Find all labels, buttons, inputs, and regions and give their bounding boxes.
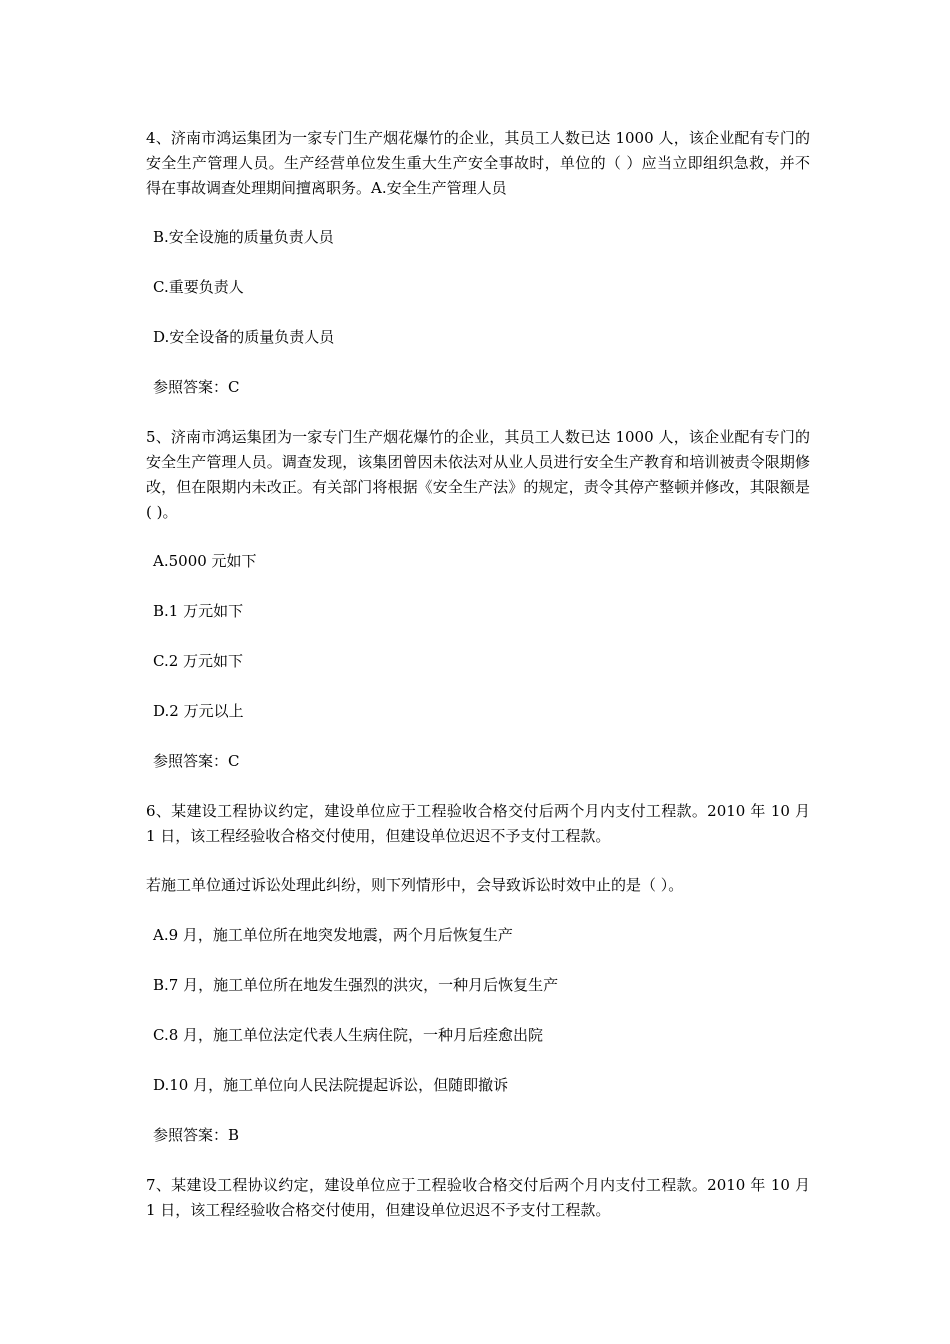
question-4-option-b: B.安全设施的质量负责人员 (153, 228, 334, 246)
question-5-stem: 5、济南市鸿运集团为一家专门生产烟花爆竹的企业，其员工人数已达 1000 人，该企业配有专门的安全生产管理人员。调查发现，该集团曾因未依法对从业人员进行安全生产教育和培训被责令限期修改，但在限期内未改正。有关部门将根据《安全生产法》的规定，责令其停产整顿并修改，其限额是( )。 (146, 428, 810, 521)
question-5-option-a: A.5000 元如下 (153, 552, 257, 570)
question-6-option-a: A.9 月，施工单位所在地突发地震，两个月后恢复生产 (153, 926, 513, 944)
question-6-option-b: B.7 月，施工单位所在地发生强烈的洪灾，一种月后恢复生产 (153, 976, 559, 994)
question-6-option-d: D.10 月，施工单位向人民法院提起诉讼，但随即撤诉 (153, 1076, 509, 1094)
question-6-stem: 6、某建设工程协议约定，建设单位应于工程验收合格交付后两个月内支付工程款。2010 年 10 月 1 日，该工程经验收合格交付使用，但建设单位迟迟不予支付工程款。 (146, 802, 810, 845)
document-page (146, 126, 810, 1223)
question-5-option-b: B.1 万元如下 (153, 602, 244, 620)
question-4-answer: 参照答案：C (153, 378, 240, 396)
question-5-option-d: D.2 万元以上 (153, 702, 244, 720)
question-6-option-c: C.8 月，施工单位法定代表人生病住院，一种月后痊愈出院 (153, 1026, 544, 1044)
question-4-option-d: D.安全设备的质量负责人员 (153, 328, 335, 346)
question-4-stem: 4、济南市鸿运集团为一家专门生产烟花爆竹的企业，其员工人数已达 1000 人，该企业配有专门的安全生产管理人员。生产经营单位发生重大生产安全事故时，单位的（ ）应当立即组织急救，并不得在事故调查处理期间擅离职务。A.安全生产管理人员 (146, 129, 810, 197)
question-6-stem-continued: 若施工单位通过诉讼处理此纠纷，则下列情形中，会导致诉讼时效中止的是（ ）。 (146, 876, 684, 894)
question-4-option-c: C.重要负责人 (153, 278, 244, 296)
question-7-stem: 7、某建设工程协议约定，建设单位应于工程验收合格交付后两个月内支付工程款。2010 年 10 月 1 日，该工程经验收合格交付使用，但建设单位迟迟不予支付工程款。 (146, 1176, 810, 1219)
question-5-answer: 参照答案：C (153, 752, 240, 770)
question-6-answer: 参照答案：B (153, 1126, 240, 1144)
question-5-option-c: C.2 万元如下 (153, 652, 244, 670)
